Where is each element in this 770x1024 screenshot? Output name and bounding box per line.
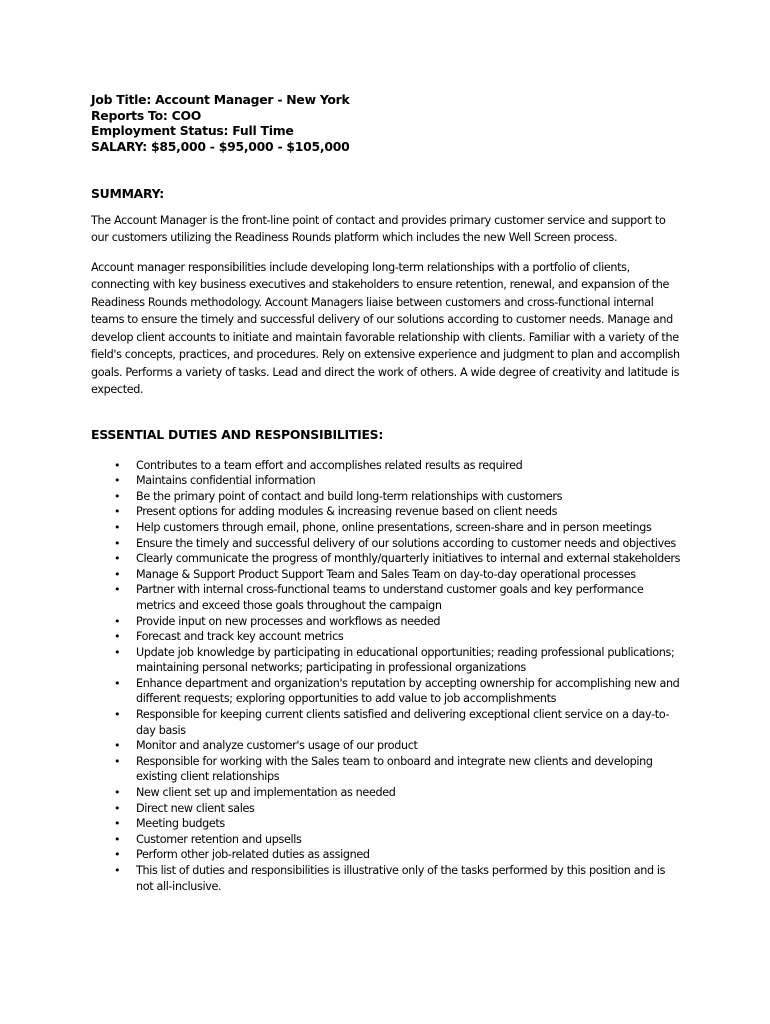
bullet-icon: • (114, 489, 121, 503)
summary-heading: SUMMARY: (91, 186, 164, 202)
bullet-icon: • (114, 786, 121, 800)
bullet-icon: • (114, 754, 121, 768)
duty-item (91, 551, 682, 567)
duties-heading: ESSENTIAL DUTIES AND RESPONSIBILITIES: (91, 426, 384, 442)
duty-item (91, 785, 682, 801)
bullet-icon: • (114, 708, 121, 722)
duty-item (91, 816, 682, 832)
duty-text: Responsible for working with the Sales team to onboard and integrate new clients and developing existing client relationships (136, 754, 653, 784)
duty-item (91, 645, 682, 676)
duty-text: Contributes to a team effort and accomplishes related results as required (136, 458, 523, 472)
duty-item (91, 520, 682, 536)
bullet-icon: • (114, 739, 121, 753)
job-title: Job Title: Account Manager - New York (91, 92, 350, 107)
duty-text: Help customers through email, phone, online presentations, screen-share and in person meetings (136, 520, 652, 534)
duty-text: Meeting budgets (136, 817, 225, 831)
duty-item (91, 707, 682, 738)
duty-item (91, 754, 682, 785)
duty-item (91, 582, 682, 613)
duty-item (91, 536, 682, 552)
duty-text: Responsible for keeping current clients satisfied and delivering exceptional client service on a day-to-day basis (136, 708, 670, 737)
duty-item (91, 832, 682, 848)
duty-item (91, 847, 682, 863)
duty-item (91, 458, 682, 474)
bullet-icon: • (114, 832, 121, 846)
bullet-icon: • (114, 614, 121, 628)
reports-to: Reports To: COO (91, 107, 202, 123)
duty-text: Partner with internal cross-functional teams to understand customer goals and key performance metrics and exceed those goals throughout the campaign (136, 583, 644, 612)
duty-text: Be the primary point of contact and build long-term relationships with customers (136, 489, 563, 503)
bullet-icon: • (114, 817, 121, 831)
bullet-icon: • (114, 552, 121, 566)
summary-paragraph: Account manager responsibilities include developing long-term relationships with a portfolio of clients, connecting with key business executives and stakeholders to ensure retention, renewal, and expansion of the Readiness Rounds methodology. Account Managers liaise between customers and cross-functional internal teams to ensure the timely and successful delivery of our solutions according to customer needs. Manage and develop client accounts to initiate and maintain favorable relationship with clients. Familiar with a variety of the field's concepts, practices, and procedures. Rely on extensive experience and judgment to plan and accomplish goals. Performs a variety of tasks. Lead and direct the work of others. A wide degree of creativity and latitude is expected. (91, 260, 680, 397)
duty-text: Clearly communicate the progress of monthly/quarterly initiatives to internal and external stakeholders (136, 552, 681, 566)
duty-item (91, 629, 682, 645)
job-header (91, 92, 682, 154)
bullet-icon: • (114, 676, 121, 690)
employment-status: Employment Status: Full Time (91, 123, 294, 139)
duties-list (91, 458, 682, 895)
bullet-icon: • (114, 567, 121, 581)
duty-item (91, 504, 682, 520)
duty-item (91, 801, 682, 817)
duty-item (91, 863, 682, 894)
bullet-icon: • (114, 848, 121, 862)
duty-text: Enhance department and organization's reputation by accepting ownership for accomplishing new and different requests; exploring opportunities to add value to job accomplishments (136, 676, 680, 706)
bullet-icon: • (114, 630, 121, 644)
duty-text: Direct new client sales (136, 801, 255, 815)
summary-paragraph: The Account Manager is the front-line point of contact and provides primary customer service and support to our customers utilizing the Readiness Rounds platform which includes the new Well Screen process. (91, 213, 666, 245)
duty-text: Forecast and track key account metrics (136, 630, 344, 644)
duty-text: Update job knowledge by participating in educational opportunities; reading professional publications; maintaining personal networks; participating in professional organizations (136, 645, 675, 675)
bullet-icon: • (114, 801, 121, 815)
duty-text: Maintains confidential information (136, 474, 316, 488)
duty-text: This list of duties and responsibilities is illustrative only of the tasks performed by this position and is not all-inclusive. (136, 864, 666, 893)
duty-text: Provide input on new processes and workflows as needed (136, 614, 441, 628)
duty-text: Manage & Support Product Support Team and Sales Team on day-to-day operational processes (136, 567, 636, 581)
duty-text: Monitor and analyze customer's usage of our product (136, 739, 418, 753)
duty-item (91, 738, 682, 754)
bullet-icon: • (114, 583, 121, 597)
duty-item (91, 489, 682, 505)
duty-text: Customer retention and upsells (136, 832, 302, 846)
bullet-icon: • (114, 520, 121, 534)
duty-item (91, 473, 682, 489)
duty-text: Ensure the timely and successful delivery of our solutions according to customer needs and objectives (136, 536, 676, 550)
duty-item (91, 614, 682, 630)
duty-text: Present options for adding modules & increasing revenue based on client needs (136, 505, 558, 519)
bullet-icon: • (114, 505, 121, 519)
bullet-icon: • (114, 645, 121, 659)
bullet-icon: • (114, 864, 121, 877)
duty-item (91, 676, 682, 707)
bullet-icon: • (114, 536, 121, 550)
bullet-icon: • (114, 474, 121, 488)
bullet-icon: • (114, 458, 121, 472)
salary: SALARY: $85,000 - $95,000 - $105,000 (91, 138, 350, 154)
duty-text: New client set up and implementation as needed (136, 786, 396, 800)
duty-text: Perform other job-related duties as assigned (136, 848, 370, 862)
duty-item (91, 567, 682, 583)
